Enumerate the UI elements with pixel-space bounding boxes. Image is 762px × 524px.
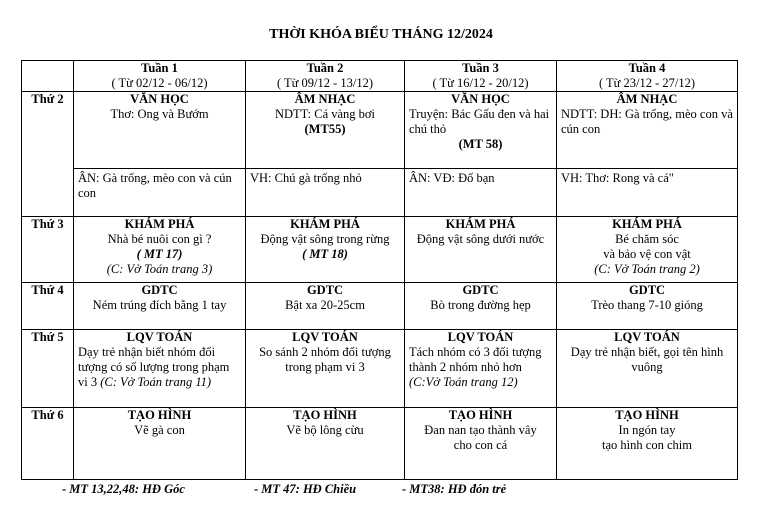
week-range: ( Từ 09/12 - 13/12) xyxy=(276,76,374,90)
subject: KHÁM PHÁ xyxy=(290,217,360,231)
subject: TẠO HÌNH xyxy=(615,408,679,422)
header-row xyxy=(22,61,738,92)
activity-line2: cho con cá xyxy=(453,438,508,452)
subject: LQV TOÁN xyxy=(614,330,680,344)
cell-tue-w2 xyxy=(246,217,405,283)
week-name: Tuần 4 xyxy=(628,61,666,75)
note: (C: Vở Toán trang 11) xyxy=(100,375,212,389)
subject: GDTC xyxy=(306,283,344,297)
row-wednesday xyxy=(22,283,738,330)
extra-activity: ÂN: Gà trống, mèo con và cún con xyxy=(74,168,245,201)
cell-mon-w1 xyxy=(74,92,246,217)
row-thursday xyxy=(22,330,738,408)
activity: NDTT: Cá vàng bơi xyxy=(274,107,376,121)
week-name: Tuần 2 xyxy=(306,61,344,75)
extra-activity: VH: Chú gà trống nhỏ xyxy=(246,168,404,186)
subject: GDTC xyxy=(628,283,666,297)
goal-code: ( MT 17) xyxy=(136,247,183,261)
cell-thu-w4 xyxy=(557,330,738,408)
cell-thu-w2 xyxy=(246,330,405,408)
subject: LQV TOÁN xyxy=(126,330,193,344)
cell-fri-w3 xyxy=(405,408,557,480)
subject: GDTC xyxy=(462,283,499,297)
week-header-1 xyxy=(74,61,246,92)
cell-mon-w4 xyxy=(557,92,738,217)
row-friday xyxy=(22,408,738,480)
corner-cell xyxy=(22,61,74,92)
subject: VĂN HỌC xyxy=(451,92,510,106)
subject: TẠO HÌNH xyxy=(293,408,357,422)
cell-fri-w1 xyxy=(74,408,246,480)
activity: Thơ: Ong và Bướm xyxy=(110,107,209,121)
subject: GDTC xyxy=(141,283,178,297)
subject: LQV TOÁN xyxy=(292,330,358,344)
subject: KHÁM PHÁ xyxy=(612,217,682,231)
goal-code: (MT55) xyxy=(304,122,346,136)
week-range: ( Từ 16/12 - 20/12) xyxy=(432,76,529,90)
footer-note-3: - MT38: HĐ đón trẻ xyxy=(402,482,507,496)
schedule-table xyxy=(21,60,738,480)
footer-note-1: - MT 13,22,48: HĐ Góc xyxy=(62,482,185,496)
activity: Động vật sông dưới nước xyxy=(416,232,545,246)
cell-tue-w4 xyxy=(557,217,738,283)
row-monday xyxy=(22,92,738,217)
subject: KHÁM PHÁ xyxy=(445,217,516,231)
activity: So sánh 2 nhóm đối tượng trong phạm vi 3 xyxy=(259,345,391,374)
cell-wed-w4 xyxy=(557,283,738,330)
cell-mon-w3 xyxy=(405,92,557,217)
activity: Tách nhóm có 3 đối tượng thành 2 nhóm nhỏ hơn xyxy=(409,345,542,374)
day-label: Thứ 6 xyxy=(22,408,74,480)
page-title: THỜI KHÓA BIỂU THÁNG 12/2024 xyxy=(269,27,493,42)
note: (C:Vở Toán trang 12) xyxy=(409,375,518,389)
activity: Dạy trẻ nhận biết, gọi tên hình vuông xyxy=(570,345,724,374)
cell-mon-w2 xyxy=(246,92,405,217)
week-header-4 xyxy=(557,61,738,92)
subject: TẠO HÌNH xyxy=(127,408,192,422)
subject: ÂM NHẠC xyxy=(294,92,356,106)
cell-wed-w2 xyxy=(246,283,405,330)
cell-thu-w1 xyxy=(74,330,246,408)
subject: LQV TOÁN xyxy=(447,330,514,344)
activity: Bật xa 20-25cm xyxy=(285,298,365,312)
subject: ÂM NHẠC xyxy=(616,92,678,106)
activity-text: Dạy trẻ nhận biết nhóm đối tượng có số lượng trong phạm vi 3 xyxy=(78,345,230,389)
day-label: Thứ 3 xyxy=(22,217,74,283)
activity: Truyện: Bác Gấu đen và hai chú thỏ xyxy=(409,107,550,136)
row-tuesday xyxy=(22,217,738,283)
goal-code: (MT 58) xyxy=(458,137,503,151)
day-label: Thứ 5 xyxy=(22,330,74,408)
cell-fri-w4 xyxy=(557,408,738,480)
subject: KHÁM PHÁ xyxy=(124,217,195,231)
note: (C: Vở Toán trang 3) xyxy=(106,262,213,276)
activity: Bé chăm sóc xyxy=(615,232,679,246)
activity xyxy=(78,345,241,390)
week-header-3 xyxy=(405,61,557,92)
activity: Vẽ bộ lông cừu xyxy=(286,423,364,437)
goal-code: ( MT 18) xyxy=(302,247,348,261)
activity-line2: và bảo vệ con vật xyxy=(603,247,691,261)
cell-wed-w3 xyxy=(405,283,557,330)
week-header-2 xyxy=(246,61,405,92)
activity: Trèo thang 7-10 gióng xyxy=(591,298,703,312)
week-name: Tuần 1 xyxy=(141,61,178,75)
day-label: Thứ 2 xyxy=(22,92,74,217)
cell-thu-w3 xyxy=(405,330,557,408)
extra-activity: ÂN: VĐ: Đố bạn xyxy=(405,168,556,186)
week-range: ( Từ 23/12 - 27/12) xyxy=(598,76,696,90)
week-name: Tuần 3 xyxy=(462,61,499,75)
week-range: ( Từ 02/12 - 06/12) xyxy=(111,76,208,90)
cell-tue-w1 xyxy=(74,217,246,283)
activity: Động vật sông trong rừng xyxy=(260,232,390,246)
activity: Vẽ gà con xyxy=(134,423,185,437)
activity: NDTT: DH: Gà trống, mèo con và cún con xyxy=(561,107,733,136)
cell-fri-w2 xyxy=(246,408,405,480)
cell-tue-w3 xyxy=(405,217,557,283)
extra-activity: VH: Thơ: Rong và cá" xyxy=(557,168,737,186)
activity: Bò trong đường hẹp xyxy=(430,298,531,312)
activity: Nhà bé nuôi con gì ? xyxy=(107,232,212,246)
note: (C: Vở Toán trang 2) xyxy=(594,262,700,276)
activity-line2: tạo hình con chim xyxy=(602,438,692,452)
footer-note-2: - MT 47: HĐ Chiều xyxy=(254,482,357,496)
subject: TẠO HÌNH xyxy=(448,408,513,422)
subject: VĂN HỌC xyxy=(130,92,189,106)
activity: Ném trúng đích bằng 1 tay xyxy=(92,298,227,312)
cell-wed-w1 xyxy=(74,283,246,330)
day-label: Thứ 4 xyxy=(22,283,74,330)
activity: Đan nan tạo thành vây xyxy=(424,423,537,437)
activity: In ngón tay xyxy=(618,423,676,437)
